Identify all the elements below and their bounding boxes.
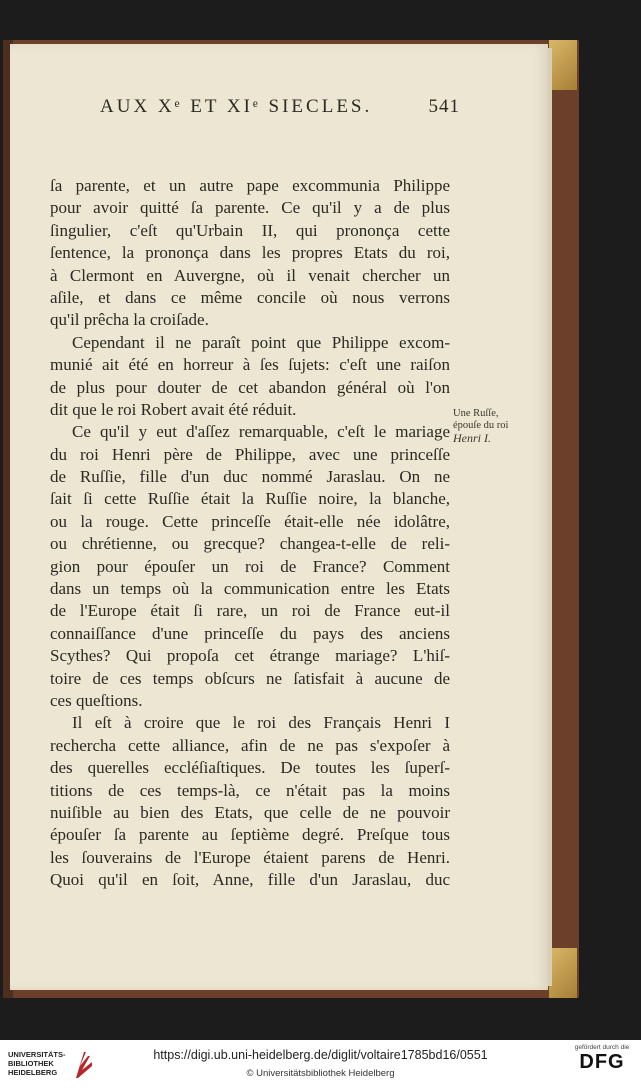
copyright-notice: © Universitätsbibliothek Heidelberg xyxy=(246,1068,395,1079)
page-number: 541 xyxy=(428,96,460,117)
text-line: rechercha cette alliance, afin de ne pas s'expoſer à xyxy=(50,735,450,755)
body-text xyxy=(50,175,450,892)
text-line: épouſer ſa parente au ſeptième degré. Preſque tous xyxy=(50,825,450,845)
margin-note xyxy=(453,408,543,444)
text-line: dans un temps où la communication entre les Etats xyxy=(50,579,450,599)
text-line: Il eſt à croire que le roi des Français Henri I xyxy=(72,713,450,733)
text-line: Scythes? Qui propoſa cet étrange mariage? L'hiſ- xyxy=(50,646,450,666)
margin-note-line: Une Ruſſe, xyxy=(453,408,499,419)
viewer-footer xyxy=(0,1040,641,1088)
library-name: UNIVERSITÄTS- BIBLIOTHEK HEIDELBERG xyxy=(8,1050,66,1077)
text-line: ou chrétienne, ou grecque? changea-t-elle de reli- xyxy=(50,534,450,554)
text-line: Quoi qu'il en ſoit, Anne, fille d'un Jaraslau, duc xyxy=(50,870,450,890)
text-line: du roi Henri père de Philippe, avec une princeſſe xyxy=(50,444,450,464)
text-line: de Ruſſie, fille d'un duc nommé Jaraslau. On ne xyxy=(50,467,450,487)
text-line: pour avoir quitté ſa parente. Ce qu'il y a de plus xyxy=(50,198,450,218)
leather-corner-bottom xyxy=(549,948,577,998)
text-line: de plus pour douter de cet abandon général où l'on xyxy=(50,377,450,397)
text-line: Ce qu'il y eut d'aſſez remarquable, c'eſt le mariage xyxy=(72,422,450,442)
running-header xyxy=(100,96,460,124)
text-line: des querelles eccléſiaſtiques. De toutes les ſuperſ- xyxy=(50,758,450,778)
text-line: de l'Europe était ſi rare, un roi de France eut-il xyxy=(50,601,450,621)
text-line: gion pour épouſer un roi de France? Comment xyxy=(50,556,450,576)
text-line: toire de ces temps obſcurs ne ſatisfait à aucune de xyxy=(50,668,450,688)
text-line: ces queſtions. xyxy=(50,690,143,710)
running-title: AUX Xᵉ ET XIᵉ SIECLES. xyxy=(100,96,373,117)
text-line: ſingulier, c'eſt qu'Urbain II, qui prononça cette xyxy=(50,220,450,240)
text-line: aſile, et dans ce même concile où nous verrons xyxy=(50,287,450,307)
text-line: nuiſible au bien des Etats, que celle de ne pouvoir xyxy=(50,802,450,822)
text-line: dit que le roi Robert avait été réduit. xyxy=(50,399,297,419)
dfg-logo-text: DFG xyxy=(579,1051,625,1073)
dfg-caption: gefördert durch die xyxy=(574,1044,630,1051)
margin-note-line: épouſe du roi xyxy=(453,420,509,431)
text-line: ſentence, la prononça dans les propres Etats du roi, xyxy=(50,243,450,263)
dfg-funding-logo[interactable] xyxy=(566,1044,638,1084)
text-line: titions de ces temps-là, ce n'était pas la moins xyxy=(50,780,450,800)
margin-note-line: Henri I. xyxy=(453,431,491,445)
text-line: les ſouverains de l'Europe étaient parens de Henri. xyxy=(50,847,450,867)
text-line: connaiſſance d'une princeſſe du pays des anciens xyxy=(50,623,450,643)
text-line: munié ait été en horreur à ſes ſujets: c'eſt une raiſon xyxy=(50,355,450,375)
text-line: ſa parente, et un autre pape excommunia Philippe xyxy=(50,176,450,195)
leather-corner-top xyxy=(549,40,577,90)
text-line: ou la rouge. Cette princeſſe était-elle née idolâtre, xyxy=(50,511,450,531)
text-line: qu'il prêcha la croiſade. xyxy=(50,310,209,330)
text-line: ſait ſi cette Ruſſie était la Ruſſie noire, la blanche, xyxy=(50,489,450,509)
page-url[interactable]: https://digi.ub.uni-heidelberg.de/diglit/voltaire1785bd16/0551 xyxy=(153,1048,488,1062)
text-line: à Clermont en Auvergne, où il venait chercher un xyxy=(50,265,450,285)
text-line: Cependant il ne paraît point que Philippe excom- xyxy=(72,332,450,352)
